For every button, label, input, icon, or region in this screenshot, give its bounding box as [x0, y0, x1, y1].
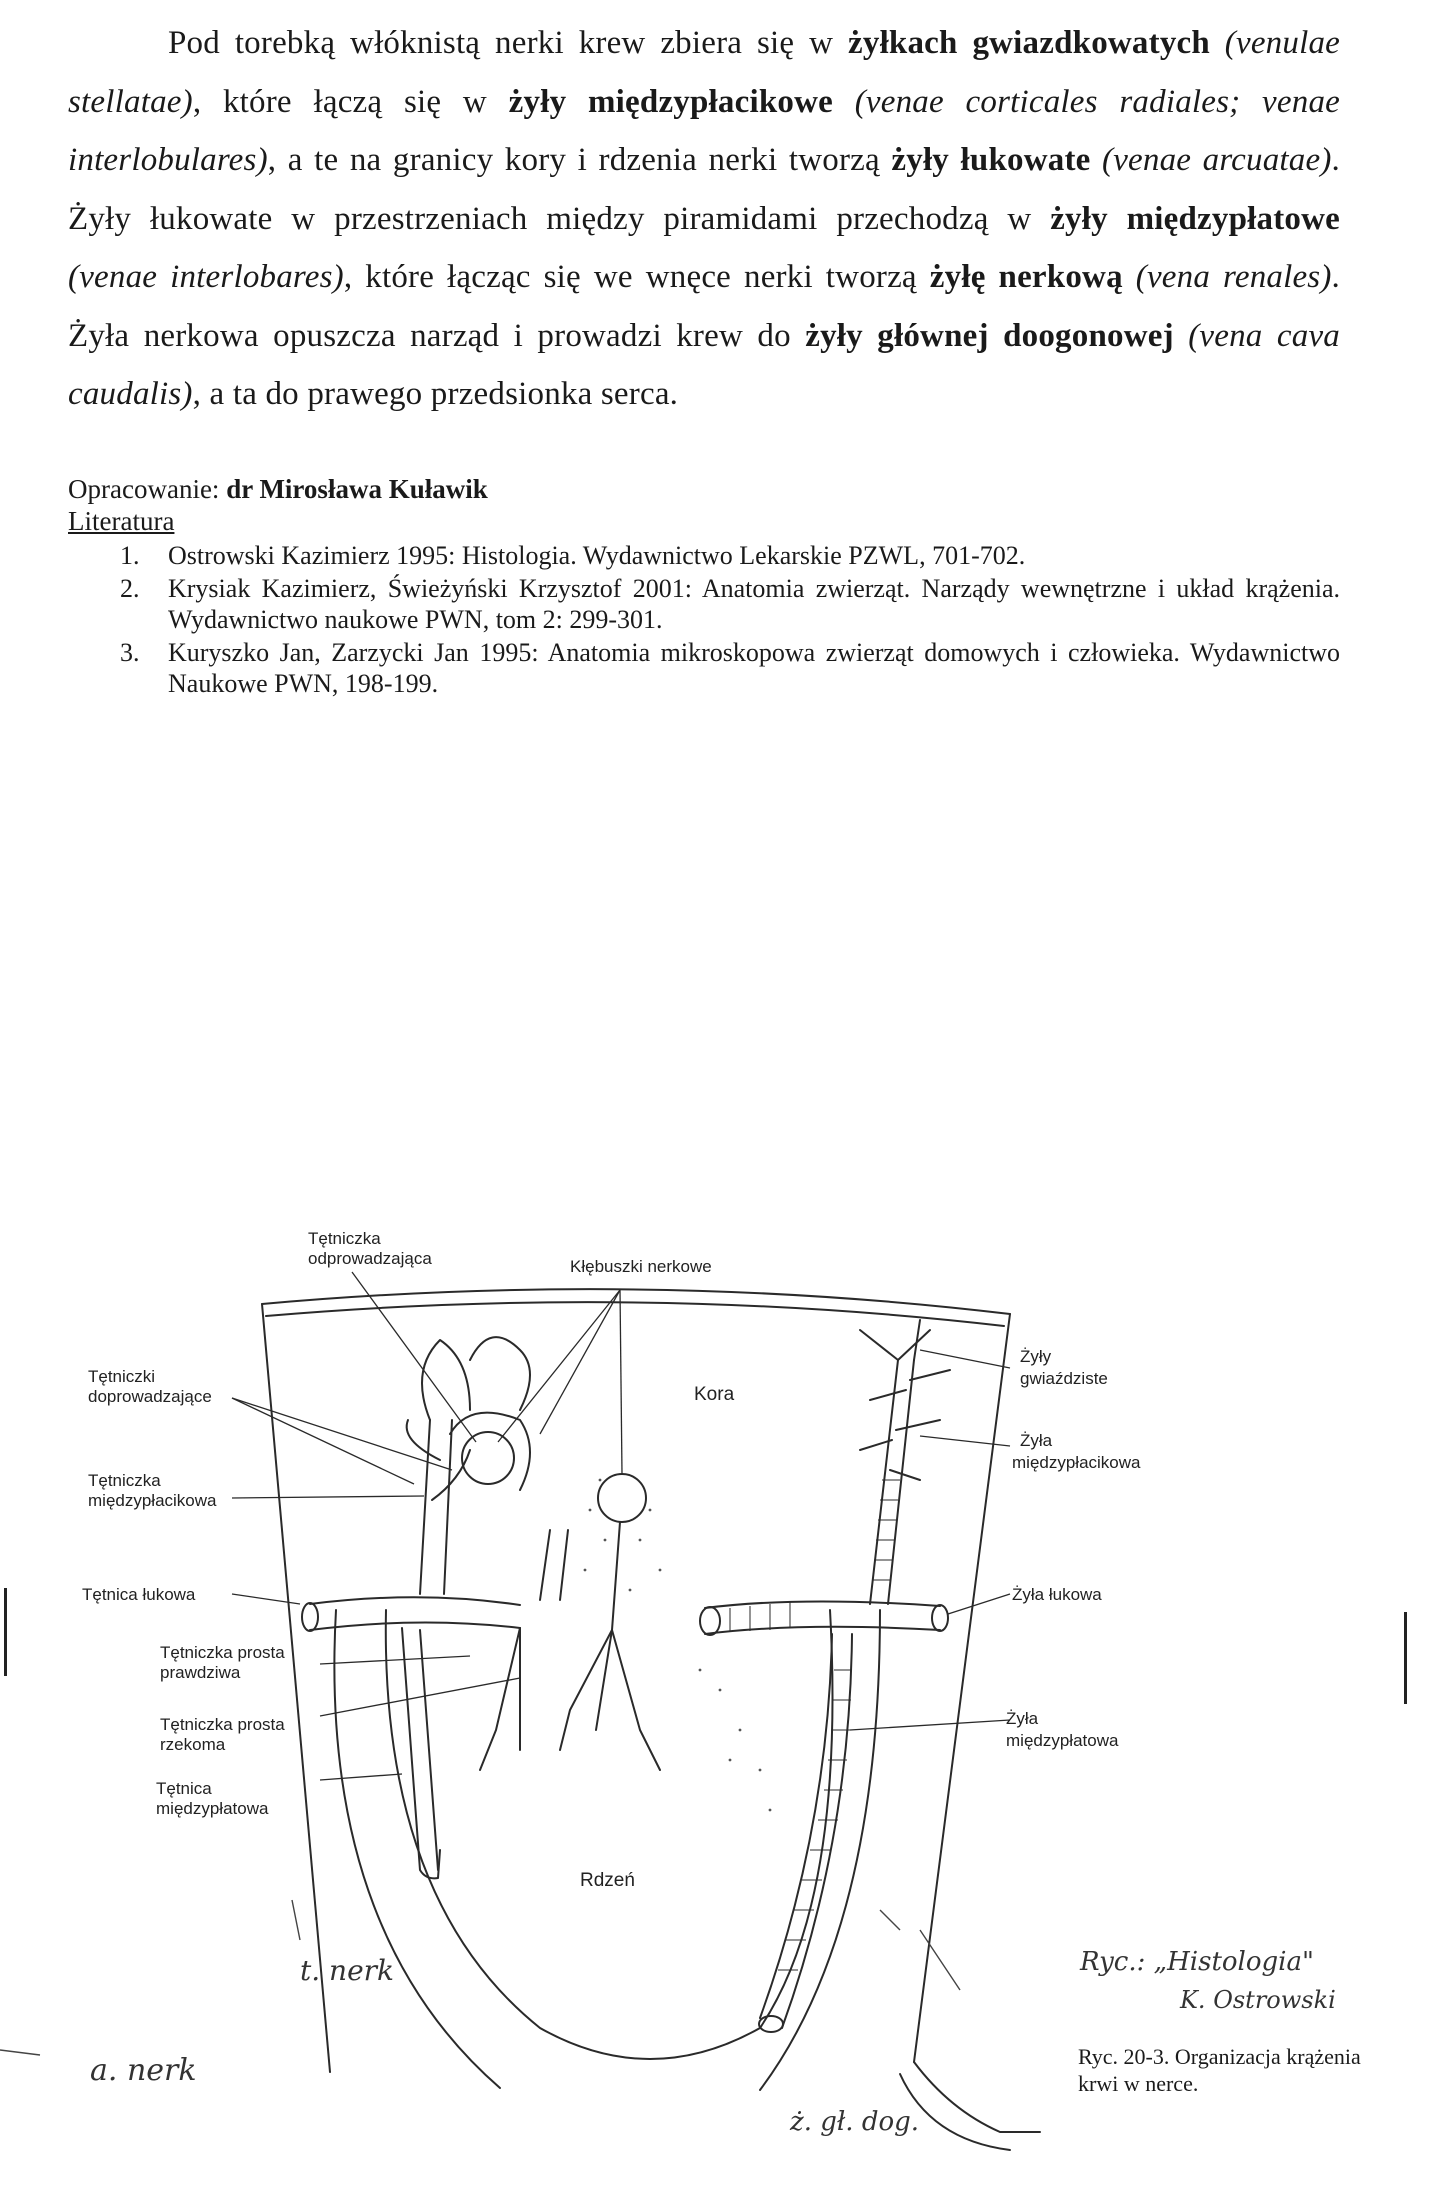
interlobular-artery-mid-2 — [560, 1530, 568, 1600]
label-arcuate-artery: Tętnica łukowa — [82, 1585, 196, 1604]
text-run: , a te na granicy kory i rdzenia nerki tworzą — [267, 142, 892, 178]
interlobular-artery-mid — [540, 1530, 550, 1600]
label-arcuate-vein: Żyła łukowa — [1012, 1585, 1102, 1604]
label-glomeruli: Kłębuszki nerkowe — [570, 1257, 712, 1276]
reference-item — [68, 540, 1340, 571]
interlobular-artery-left — [420, 1420, 430, 1594]
arcuate-artery-cut — [302, 1603, 318, 1631]
label-afferent-arterioles: Tętniczki — [88, 1367, 156, 1386]
label-interlobular-vein: Żyła — [1020, 1431, 1053, 1450]
label-interlobar-artery-2: międzypłatowa — [156, 1799, 269, 1818]
vasa-recta — [596, 1522, 620, 1730]
label-vasa-recta-true: Tętniczka prosta — [160, 1643, 285, 1662]
interlobar-vein-left — [760, 1634, 832, 2018]
term-latin: (venae arcuatae) — [1090, 142, 1332, 178]
term-bold: żyły międzypłacikowe — [508, 83, 833, 120]
author-name: dr Mirosława Kuławik — [226, 474, 488, 504]
text-run: , które łączą się w — [192, 83, 509, 120]
arcuate-vein-cut — [700, 1607, 720, 1635]
stippling — [584, 1479, 772, 1812]
label-vasa-recta-false: Tętniczka prosta — [160, 1715, 285, 1734]
handwritten-source-author: K. Ostrowski — [1180, 1986, 1336, 2014]
leader-lines — [232, 1272, 1010, 1780]
handwritten-strokes — [0, 1900, 960, 2055]
label-interlobar-vein-2: międzypłatowa — [1006, 1731, 1119, 1750]
label-interlobular-artery: Tętniczka — [88, 1471, 161, 1490]
text-run: , które łącząc się we wnęce nerki tworzą — [343, 259, 930, 295]
caption-line-2: krwi w nerce. — [1078, 2071, 1199, 2096]
reference-number: 2. — [120, 574, 140, 603]
handwritten-source-title: Ryc.: „Histologia" — [1080, 1947, 1314, 1977]
term-latin: (venae corticales radiales; venae interlobulares) — [68, 83, 1340, 178]
interlobular-artery-right — [444, 1420, 452, 1594]
kidney-circulation-figure — [0, 1210, 1444, 2187]
label-medulla: Rdzeń — [580, 1870, 635, 1891]
figure-caption — [1078, 2043, 1438, 2097]
label-efferent-arteriole: Tętniczka — [308, 1229, 381, 1248]
term-bold: żyły międzypłatowe — [1050, 200, 1340, 237]
reference-number: 1. — [120, 541, 140, 570]
interlobar-vein-right — [782, 1634, 852, 2028]
reference-item — [68, 573, 1340, 635]
text-run: Żyła nerkowa opuszcza narząd i prowadzi krew do — [68, 317, 806, 354]
vasa-recta-branch-2 — [560, 1630, 612, 1750]
literature-heading: Literatura — [68, 506, 175, 536]
term-latin: (venae interlobares) — [68, 259, 344, 295]
text-run: Pod torebką włóknistą nerki krew zbiera się w — [168, 25, 849, 61]
label-stellate-veins: Żyły — [1020, 1347, 1052, 1366]
text-run: Żyły łukowate w przestrzeniach między piramidami przechodzą w — [68, 200, 1051, 237]
pelvis-line — [914, 2062, 1040, 2132]
text-run: . — [1331, 142, 1340, 178]
body-paragraph — [68, 14, 1340, 424]
label-interlobar-artery: Tętnica — [156, 1779, 212, 1798]
afferent-arteriole-2 — [407, 1420, 440, 1460]
arcuate-vein-upper — [705, 1601, 940, 1608]
kidney-diagram — [0, 1210, 1444, 2187]
capillary-loop — [470, 1337, 530, 1410]
stellate-veins — [860, 1320, 950, 1400]
vasa-recta-false — [480, 1628, 520, 1770]
interlobar-artery-inner — [420, 1630, 438, 1870]
label-afferent-arterioles-2: doprowadzające — [88, 1387, 212, 1406]
text-run: , a ta do prawego przedsionka serca. — [192, 376, 679, 412]
label-efferent-arteriole-2: odprowadzająca — [308, 1249, 432, 1268]
label-interlobular-vein-2: międzypłacikowa — [1012, 1453, 1141, 1472]
term-bold: żyłkach gwiazdkowatych — [848, 25, 1210, 61]
reference-number: 3. — [120, 638, 140, 667]
term-latin: (vena renales) — [1122, 259, 1332, 295]
interlobular-vein-right — [888, 1360, 914, 1604]
label-vasa-recta-true-2: prawdziwa — [160, 1663, 241, 1682]
label-stellate-veins-2: gwiaździste — [1020, 1369, 1108, 1388]
glomerulus — [462, 1432, 514, 1484]
handwritten-note-renal-artery-2: a. nerk — [90, 2053, 197, 2088]
label-cortex: Kora — [694, 1384, 735, 1405]
text-run: . — [1331, 259, 1340, 295]
term-bold: żyły łukowate — [891, 142, 1091, 178]
handwritten-note-renal-artery: t. nerk — [300, 1954, 395, 1987]
term-latin: (venulae stellatae) — [68, 25, 1341, 120]
author-label: Opracowanie: — [68, 474, 220, 504]
author-line — [68, 474, 488, 505]
reference-item — [68, 637, 1340, 699]
caption-line-1: Ryc. 20-3. Organizacja krążenia — [1078, 2044, 1361, 2069]
arcuate-vein-cut-right — [932, 1605, 948, 1631]
term-bold: żyłę nerkową — [929, 259, 1123, 295]
reference-text: Ostrowski Kazimierz 1995: Histologia. Wydawnictwo Lekarskie PZWL, 701-702. — [168, 541, 1026, 570]
term-bold: żyły głównej doogonowej — [805, 317, 1174, 354]
handwritten-note-vena-cava: ż. gł. dog. — [790, 2107, 920, 2137]
label-interlobar-vein: Żyła — [1006, 1709, 1039, 1728]
reference-text: Krysiak Kazimierz, Świeżyński Krzysztof 2001: Anatomia zwierząt. Narządy wewnętrzne i układ krążenia. Wydawnictwo naukowe PWN, tom 2: 299-301. — [168, 574, 1340, 634]
medulla-pyramid — [386, 1610, 833, 2059]
vasa-recta-branch — [612, 1630, 660, 1770]
arcuate-artery-lower — [310, 1622, 520, 1630]
label-vasa-recta-false-2: rzekoma — [160, 1735, 226, 1754]
interlobar-artery — [402, 1628, 440, 1878]
lobe-right-edge — [914, 1314, 1010, 2062]
reference-text: Kuryszko Jan, Zarzycki Jan 1995: Anatomia mikroskopowa zwierząt domowych i człowieka. Wydawnictwo Naukowe PWN, 198-199. — [168, 638, 1340, 698]
glomerulus-2 — [598, 1474, 646, 1522]
arcuate-artery-upper — [310, 1597, 520, 1605]
efferent-arteriole — [422, 1340, 470, 1420]
arcuate-vein-lower — [705, 1627, 940, 1634]
label-interlobular-artery-2: międzypłacikowa — [88, 1491, 217, 1510]
reference-list — [68, 540, 1340, 701]
term-latin: (vena cava caudalis) — [68, 317, 1341, 412]
venule-branches — [860, 1420, 940, 1480]
vein-striations — [730, 1480, 900, 1970]
